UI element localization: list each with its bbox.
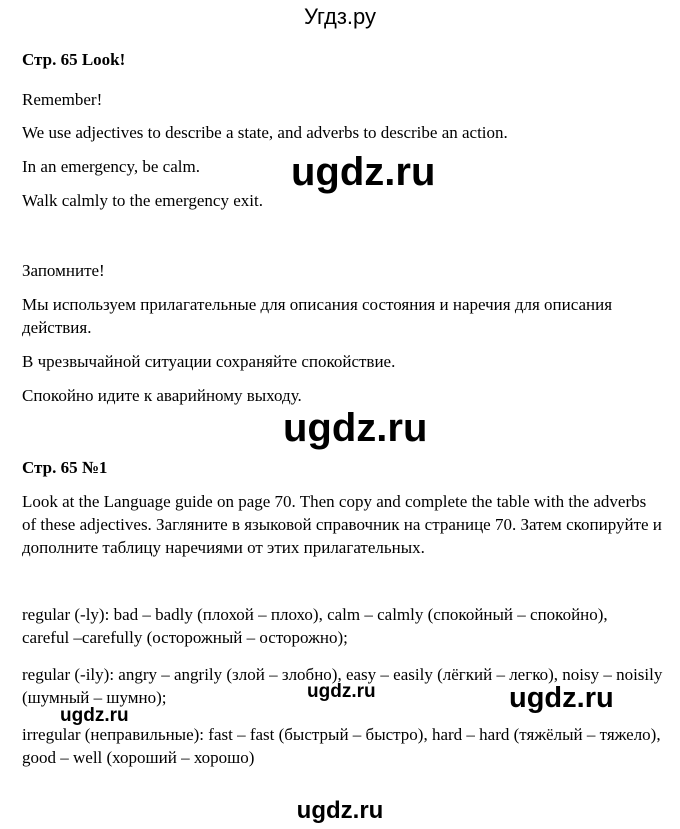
- footer-watermark: ugdz.ru: [296, 797, 384, 824]
- ru-grammar-rule: Мы используем прилагательные для описания состояния и наречия для описания действия.: [22, 295, 613, 337]
- example-sentence-2: Walk calmly to the emergency exit.: [22, 191, 263, 210]
- task-instructions: Look at the Language guide on page 70. Then copy and complete the table with the adverbs of these adjectives. Загляните в языковой справочник на странице 70. Затем скопируйте и дополните таблицу наречиями от этих прилагательных.: [22, 492, 662, 557]
- example-sentence-1: In an emergency, be calm.: [22, 157, 200, 176]
- watermark-logo: ugdz.ru: [509, 682, 614, 714]
- ru-remember-label: Запомните!: [22, 261, 105, 280]
- grammar-rule: We use adjectives to describe a state, and adverbs to describe an action.: [22, 123, 508, 142]
- ru-example-sentence-1: В чрезвычайной ситуации сохраняйте спокойствие.: [22, 352, 396, 371]
- watermark-logo: ugdz.ru: [307, 681, 376, 702]
- answer-regular-ily: regular (-ily): angry – angrily (злой – злобно), easy – easily (лёгкий – легко), noisy – noisily (шумный – шумно);: [22, 665, 663, 707]
- remember-label: Remember!: [22, 90, 103, 109]
- watermark-logo: ugdz.ru: [60, 705, 129, 726]
- section-heading-ex1: Стр. 65 №1: [22, 458, 108, 477]
- answer-regular-ly: regular (-ly): bad – badly (плохой – плохо), calm – calmly (спокойный – спокойно), careful –carefully (осторожный – осторожно);: [22, 605, 608, 647]
- ru-example-sentence-2: Спокойно идите к аварийному выходу.: [22, 386, 302, 405]
- watermark-logo: ugdz.ru: [283, 406, 428, 450]
- watermark-logo: ugdz.ru: [291, 150, 436, 194]
- section-heading-look: Стр. 65 Look!: [22, 50, 126, 69]
- site-title: Угдз.ру: [303, 4, 377, 29]
- answer-irregular: irregular (неправильные): fast – fast (быстрый – быстро), hard – hard (тяжёлый – тяжело), good – well (хороший – хорошо): [22, 725, 661, 767]
